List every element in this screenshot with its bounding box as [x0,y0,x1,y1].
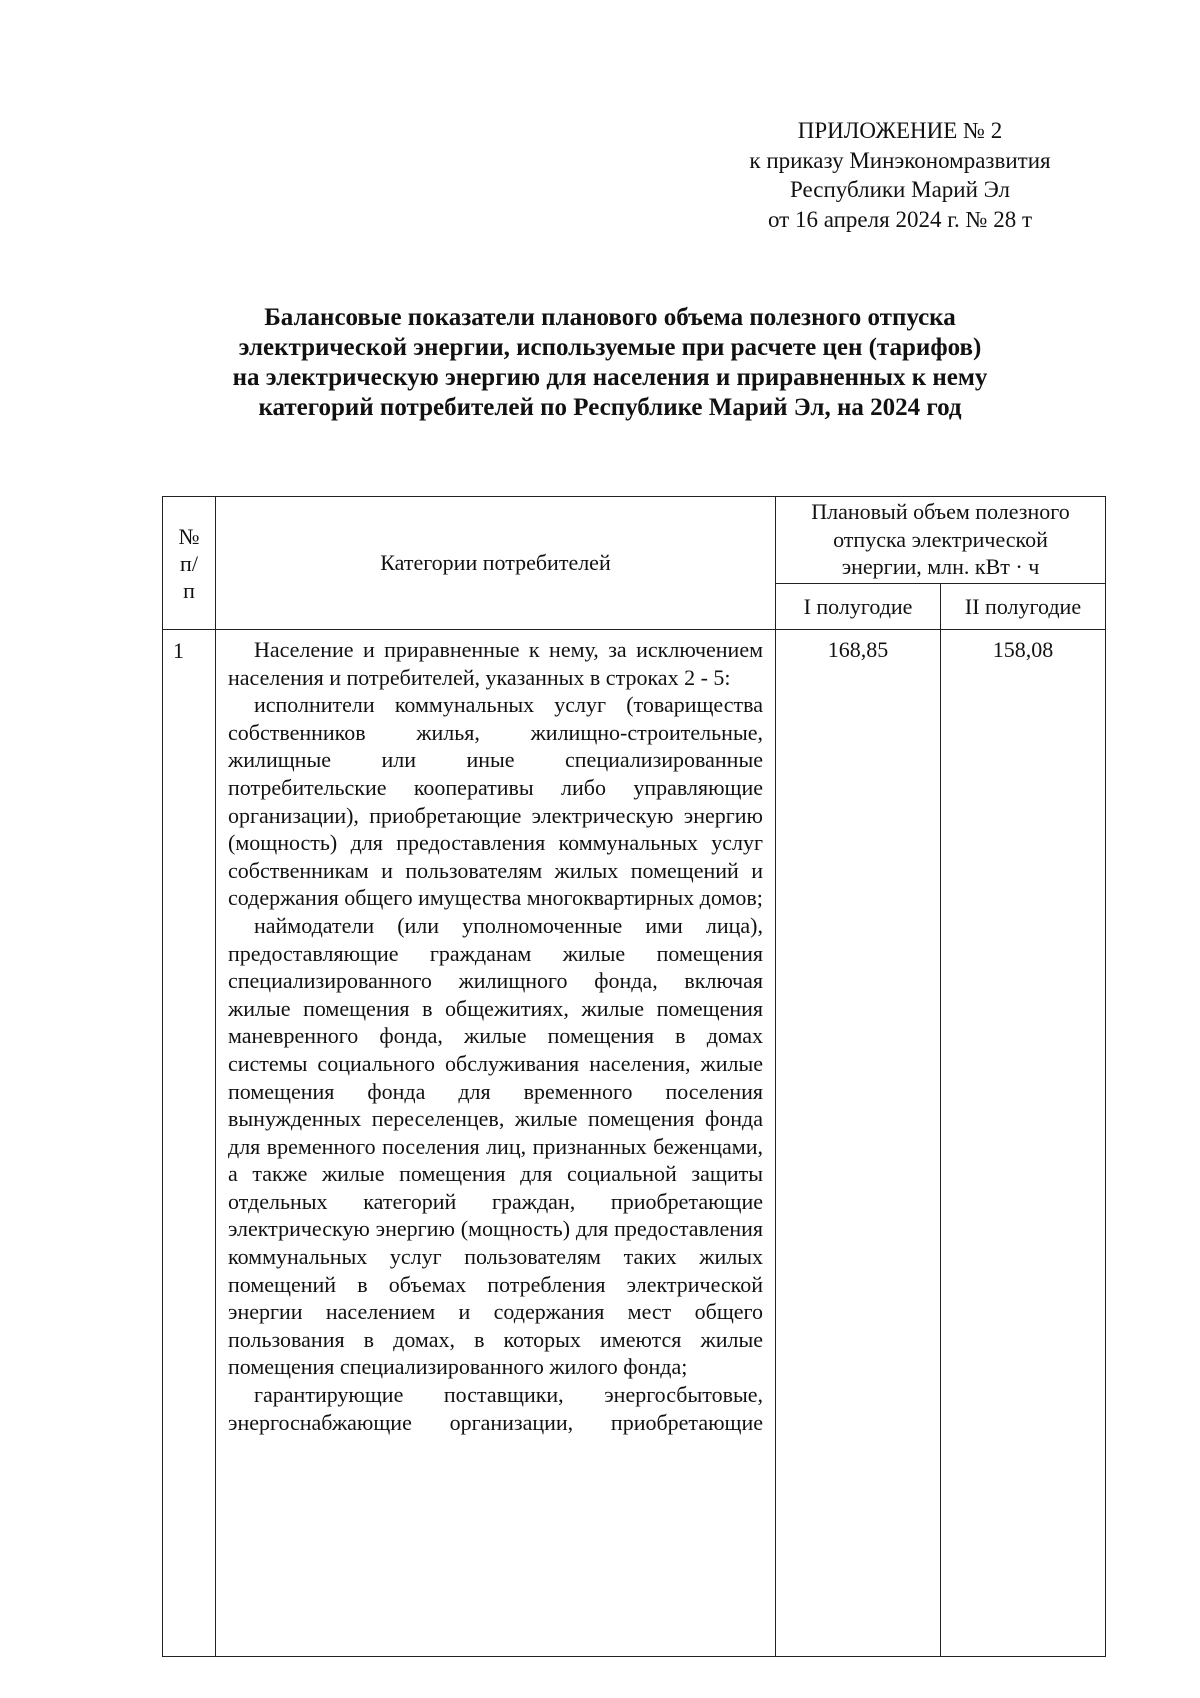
category-paragraph: наймодатели (или уполномоченные ими лица), предоставляющие гражданам жилые помещения специализированного жилищного фонда, включая жилые помещения в общежитиях, жилые помещения маневренного фонда, жилые помещения в домах системы социального обслуживания населения, жилые помещения фонда для временного поселения вынужденных переселенцев, жилые помещения фонда для временного поселения лиц, признанных беженцами, а также жилые помещения для социальной защиты отдельных категорий граждан, приобретающие электрическую энергию (мощность) для предоставления коммунальных услуг пользователям таких жилых помещений в объемах потребления электрической энергии населением и содержания мест общего пользования в домах, в которых имеются жилые помещения специализированного жилого фонда; [228,912,763,1380]
header-first-half: I полугодие [776,584,941,630]
appendix-republic: Республики Марий Эл [789,177,1011,202]
row-second-half-value: 158,08 [941,630,1106,1657]
category-paragraph: Население и приравненные к нему, за исключением населения и потребителей, указанных в строках 2 - 5: [228,637,763,690]
row-first-half-value: 168,85 [776,630,941,1657]
appendix-order-ref: к приказу Минэкономразвития [749,147,1051,173]
appendix-date: от 16 апреля 2024 г. № 28 т [767,206,1033,232]
title-line-2: электрической энергии, используемые при расчете цен (тарифов) [238,334,982,361]
appendix-title: ПРИЛОЖЕНИЕ № 2 [797,118,1003,143]
header-category: Категории потребителей [216,497,776,630]
row-number: 1 [163,630,216,1657]
table-row [163,630,1106,1657]
category-paragraph: гарантирующие поставщики, энергосбытовые, энергоснабжающие организации, приобретающие [228,1382,763,1435]
header-volume-line-1: Плановый объем полезного [811,499,1070,524]
document-title [150,303,1070,423]
appendix-block [690,116,1110,234]
header-number [163,497,216,630]
header-volume-line-2: отпуска электрической [833,526,1048,552]
title-line-4: категорий потребителей по Республике Марий Эл, на 2024 год [258,394,962,421]
header-volume-line-3: энергии, млн. кВт · ч [841,554,1040,580]
header-number-line-2: п/ [180,550,198,576]
title-line-3: на электрическую энергию для населения и приравненных к нему [232,364,988,391]
category-paragraph: исполнители коммунальных услуг (товарищества собственников жилья, жилищно-строительные, жилищные или иные специализированные потребительские кооперативы либо управляющие организации), приобретающие электрическую энергию (мощность) для предоставления коммунальных услуг собственникам и пользователям жилых помещений и содержания общего имущества многоквартирных домов; [228,692,763,911]
row-category [216,630,776,1657]
header-number-line-3: п [183,577,195,603]
balance-table [162,496,1106,1657]
header-number-line-1: № [178,523,200,549]
title-line-1: Балансовые показатели планового объема полезного отпуска [264,304,956,331]
header-second-half: II полугодие [941,584,1106,630]
table-header-row [163,497,1106,584]
header-volume [776,497,1106,584]
